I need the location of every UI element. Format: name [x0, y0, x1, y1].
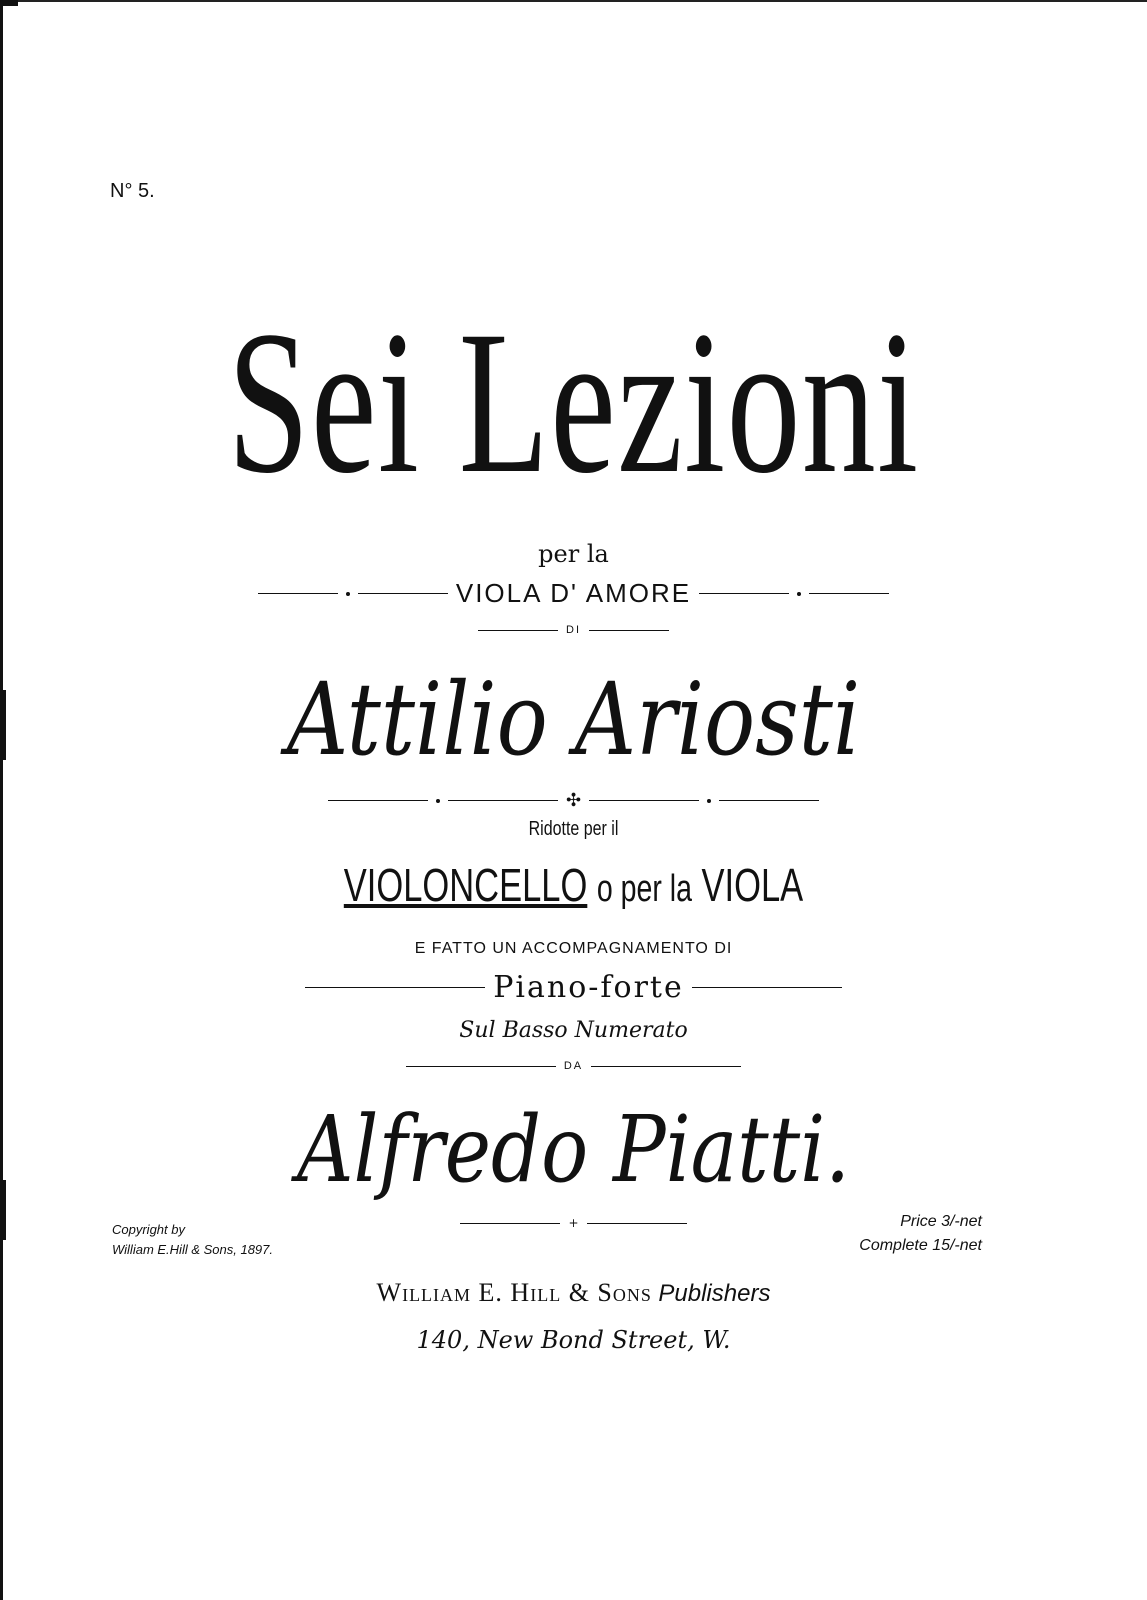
rule-right — [809, 593, 889, 594]
publisher-line — [0, 1278, 1147, 1308]
instruments-line — [143, 858, 1003, 912]
accompaniment-instrument: Piano-forte — [493, 970, 684, 1005]
arranger-name: Alfredo Piatti. — [296, 1096, 851, 1203]
rule-right-inner — [589, 800, 699, 801]
rule-right — [591, 1066, 741, 1067]
copyright-line-1: Copyright by — [112, 1222, 185, 1237]
composer-ornament — [0, 790, 1147, 811]
instrument-main: VIOLONCELLO — [343, 859, 588, 911]
rule-right — [587, 1223, 687, 1224]
price-block — [812, 1210, 982, 1258]
rule-left — [478, 630, 558, 631]
instrument-connector: o per la — [596, 868, 692, 910]
di-line — [0, 624, 1147, 636]
da-text: DA — [563, 1060, 584, 1072]
ornament-dot — [346, 592, 350, 596]
rule-right — [719, 800, 819, 801]
publisher-name: William E. Hill & Sons — [376, 1278, 652, 1307]
viola-amore-line — [0, 578, 1147, 609]
price: Price 3/-net — [900, 1213, 982, 1230]
ornament-cross-icon: + — [568, 1216, 579, 1230]
scan-edge-top — [0, 0, 1147, 10]
rule-left — [305, 987, 485, 988]
ornament-dot — [707, 799, 711, 803]
ornament-dot — [436, 799, 440, 803]
original-instrument: VIOLA D' AMORE — [455, 578, 692, 608]
rule-left — [258, 593, 338, 594]
accompaniment-text: E FATTO UN ACCOMPAGNAMENTO DI — [414, 940, 733, 957]
da-line — [0, 1060, 1147, 1072]
di-text: DI — [566, 624, 581, 636]
price-complete: Complete 15/-net — [859, 1237, 982, 1254]
piano-line — [0, 970, 1147, 1005]
ornament-dot — [797, 592, 801, 596]
instrument-alt: VIOLA — [701, 859, 804, 911]
copyright-line-2: William E.Hill & Sons, 1897. — [112, 1242, 273, 1257]
title: Sei Lezioni — [227, 289, 920, 516]
rule-left — [406, 1066, 556, 1067]
rule-right — [692, 987, 842, 988]
rule-left-inner — [448, 800, 558, 801]
composer-name: Attilio Ariosti — [286, 661, 861, 778]
volume-number: N° 5. — [110, 180, 155, 202]
rule-left-inner — [358, 593, 448, 594]
rule-left — [328, 800, 428, 801]
publisher-role: Publishers — [658, 1280, 771, 1307]
publisher-address: 140, New Bond Street, W. — [416, 1326, 731, 1354]
star-ornament-icon: ✣ — [565, 790, 582, 811]
rule-right — [589, 630, 669, 631]
ridotte-text: Ridotte per il — [528, 818, 619, 840]
rule-left — [460, 1223, 560, 1224]
per-la-text: per la — [538, 540, 609, 568]
basso-text: Sul Basso Numerato — [459, 1018, 688, 1043]
rule-right-inner — [699, 593, 789, 594]
